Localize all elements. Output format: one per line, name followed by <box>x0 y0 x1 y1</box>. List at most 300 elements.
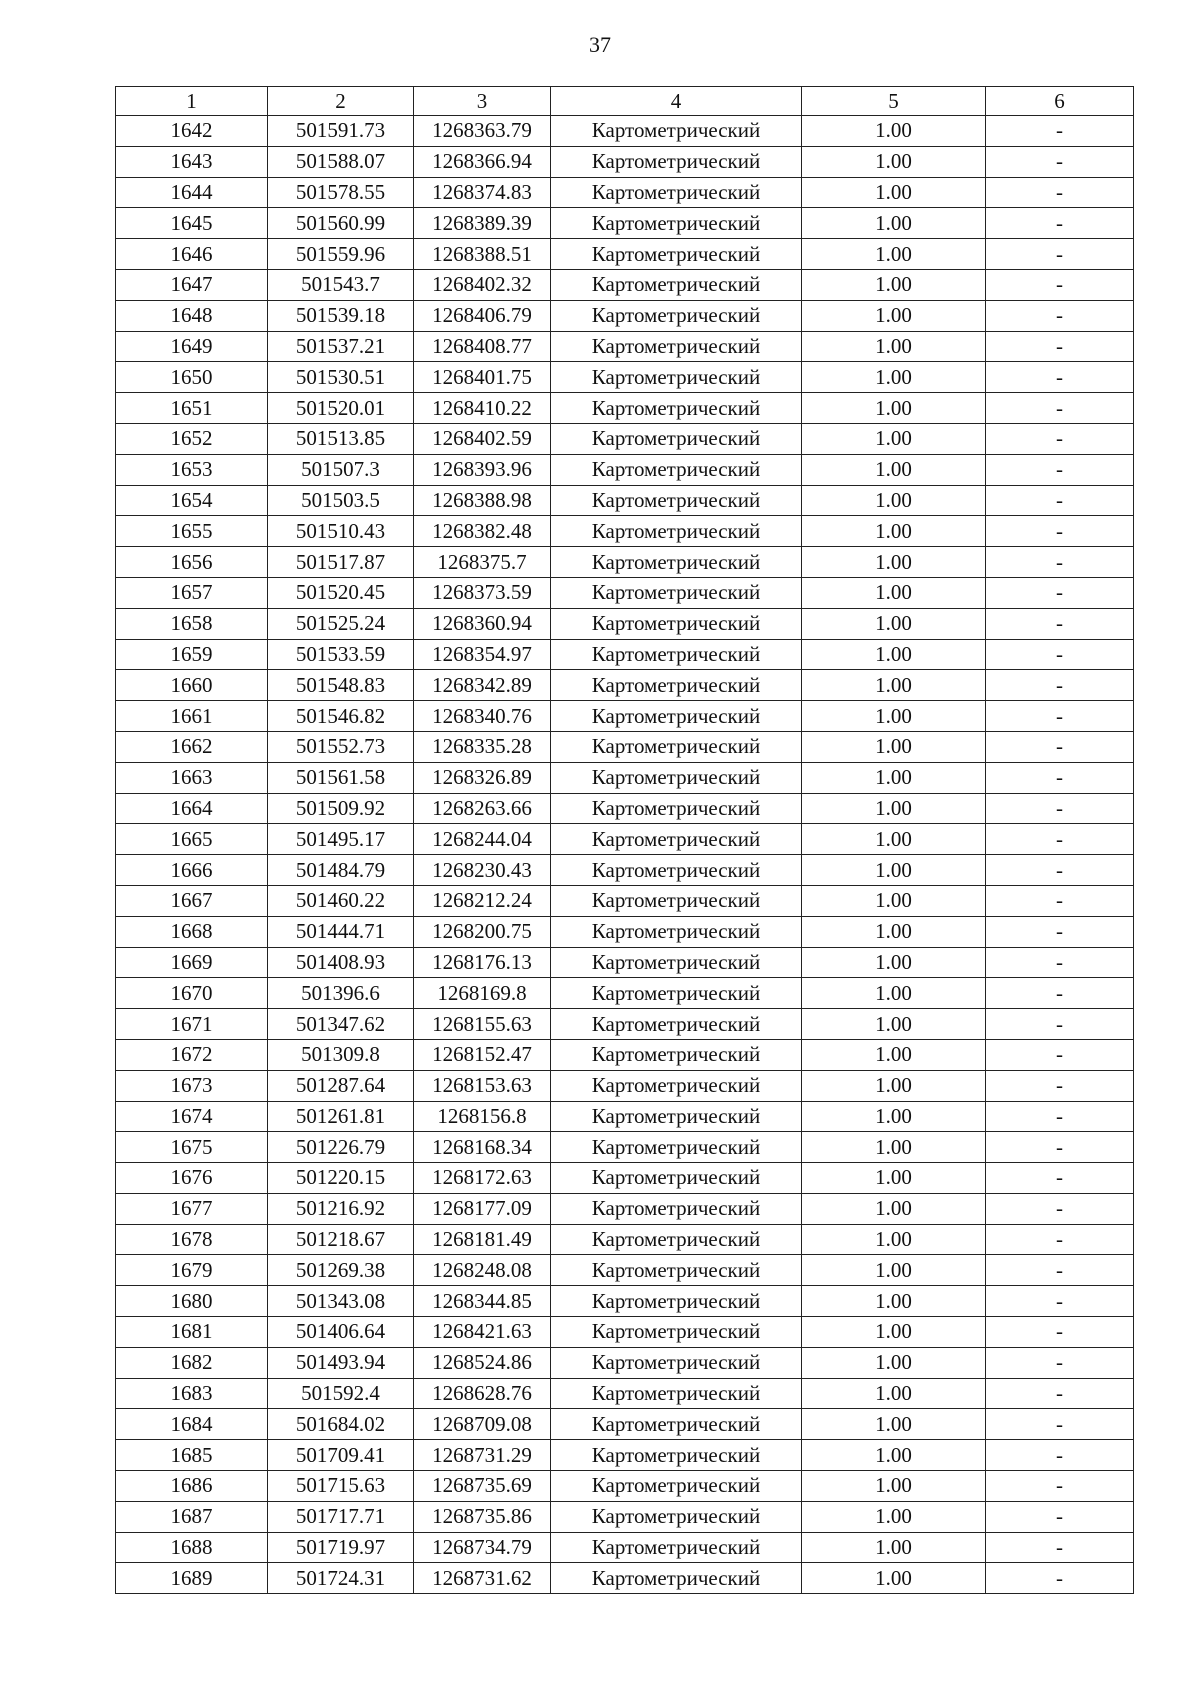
accuracy-cell: 1.00 <box>802 701 986 732</box>
method-cell: Картометрический <box>551 855 802 886</box>
method-cell: Картометрический <box>551 208 802 239</box>
x-coordinate-cell: 501591.73 <box>268 116 414 147</box>
note-cell: - <box>986 1286 1134 1317</box>
header-row <box>116 87 1134 116</box>
table-row <box>116 1440 1134 1471</box>
note-cell: - <box>986 701 1134 732</box>
table-row <box>116 208 1134 239</box>
accuracy-cell: 1.00 <box>802 516 986 547</box>
point-number-cell: 1648 <box>116 300 268 331</box>
x-coordinate-cell: 501517.87 <box>268 547 414 578</box>
table-row <box>116 1009 1134 1040</box>
table-row <box>116 1224 1134 1255</box>
y-coordinate-cell: 1268731.29 <box>414 1440 551 1471</box>
table-row <box>116 916 1134 947</box>
table-row <box>116 116 1134 147</box>
table-row <box>116 1501 1134 1532</box>
note-cell: - <box>986 1224 1134 1255</box>
method-cell: Картометрический <box>551 423 802 454</box>
x-coordinate-cell: 501592.4 <box>268 1378 414 1409</box>
table-row <box>116 577 1134 608</box>
point-number-cell: 1667 <box>116 885 268 916</box>
point-number-cell: 1660 <box>116 670 268 701</box>
point-number-cell: 1682 <box>116 1347 268 1378</box>
point-number-cell: 1673 <box>116 1070 268 1101</box>
note-cell: - <box>986 362 1134 393</box>
table-row <box>116 1132 1134 1163</box>
table-row <box>116 701 1134 732</box>
method-cell: Картометрический <box>551 1378 802 1409</box>
note-cell: - <box>986 208 1134 239</box>
table-row <box>116 731 1134 762</box>
table-row <box>116 639 1134 670</box>
method-cell: Картометрический <box>551 1317 802 1348</box>
table-row <box>116 146 1134 177</box>
method-cell: Картометрический <box>551 177 802 208</box>
point-number-cell: 1664 <box>116 793 268 824</box>
point-number-cell: 1678 <box>116 1224 268 1255</box>
x-coordinate-cell: 501406.64 <box>268 1317 414 1348</box>
y-coordinate-cell: 1268401.75 <box>414 362 551 393</box>
y-coordinate-cell: 1268181.49 <box>414 1224 551 1255</box>
accuracy-cell: 1.00 <box>802 1101 986 1132</box>
table-row <box>116 1563 1134 1594</box>
method-cell: Картометрический <box>551 300 802 331</box>
point-number-cell: 1675 <box>116 1132 268 1163</box>
note-cell: - <box>986 916 1134 947</box>
note-cell: - <box>986 1471 1134 1502</box>
accuracy-cell: 1.00 <box>802 362 986 393</box>
x-coordinate-cell: 501507.3 <box>268 454 414 485</box>
note-cell: - <box>986 762 1134 793</box>
x-coordinate-cell: 501309.8 <box>268 1039 414 1070</box>
table-row <box>116 1255 1134 1286</box>
method-cell: Картометрический <box>551 978 802 1009</box>
table-row <box>116 1378 1134 1409</box>
coordinates-table <box>115 86 1134 1594</box>
accuracy-cell: 1.00 <box>802 1009 986 1040</box>
x-coordinate-cell: 501460.22 <box>268 885 414 916</box>
x-coordinate-cell: 501484.79 <box>268 855 414 886</box>
x-coordinate-cell: 501493.94 <box>268 1347 414 1378</box>
column-header: 1 <box>116 87 268 116</box>
method-cell: Картометрический <box>551 1532 802 1563</box>
point-number-cell: 1669 <box>116 947 268 978</box>
accuracy-cell: 1.00 <box>802 1132 986 1163</box>
x-coordinate-cell: 501226.79 <box>268 1132 414 1163</box>
note-cell: - <box>986 1101 1134 1132</box>
table-row <box>116 331 1134 362</box>
method-cell: Картометрический <box>551 331 802 362</box>
table-row <box>116 393 1134 424</box>
point-number-cell: 1681 <box>116 1317 268 1348</box>
y-coordinate-cell: 1268177.09 <box>414 1193 551 1224</box>
note-cell: - <box>986 1501 1134 1532</box>
point-number-cell: 1676 <box>116 1163 268 1194</box>
note-cell: - <box>986 547 1134 578</box>
method-cell: Картометрический <box>551 1224 802 1255</box>
y-coordinate-cell: 1268382.48 <box>414 516 551 547</box>
method-cell: Картометрический <box>551 1009 802 1040</box>
note-cell: - <box>986 300 1134 331</box>
note-cell: - <box>986 670 1134 701</box>
accuracy-cell: 1.00 <box>802 1224 986 1255</box>
x-coordinate-cell: 501552.73 <box>268 731 414 762</box>
point-number-cell: 1646 <box>116 239 268 270</box>
x-coordinate-cell: 501220.15 <box>268 1163 414 1194</box>
method-cell: Картометрический <box>551 608 802 639</box>
note-cell: - <box>986 454 1134 485</box>
method-cell: Картометрический <box>551 516 802 547</box>
column-header: 6 <box>986 87 1134 116</box>
y-coordinate-cell: 1268393.96 <box>414 454 551 485</box>
y-coordinate-cell: 1268153.63 <box>414 1070 551 1101</box>
table-row <box>116 608 1134 639</box>
accuracy-cell: 1.00 <box>802 731 986 762</box>
table-body <box>116 116 1134 1594</box>
method-cell: Картометрический <box>551 639 802 670</box>
table-row <box>116 670 1134 701</box>
point-number-cell: 1679 <box>116 1255 268 1286</box>
method-cell: Картометрический <box>551 1132 802 1163</box>
note-cell: - <box>986 1317 1134 1348</box>
x-coordinate-cell: 501561.58 <box>268 762 414 793</box>
accuracy-cell: 1.00 <box>802 1255 986 1286</box>
method-cell: Картометрический <box>551 1255 802 1286</box>
x-coordinate-cell: 501717.71 <box>268 1501 414 1532</box>
accuracy-cell: 1.00 <box>802 855 986 886</box>
method-cell: Картометрический <box>551 1347 802 1378</box>
x-coordinate-cell: 501510.43 <box>268 516 414 547</box>
method-cell: Картометрический <box>551 362 802 393</box>
y-coordinate-cell: 1268335.28 <box>414 731 551 762</box>
method-cell: Картометрический <box>551 731 802 762</box>
table-row <box>116 1471 1134 1502</box>
x-coordinate-cell: 501343.08 <box>268 1286 414 1317</box>
method-cell: Картометрический <box>551 916 802 947</box>
accuracy-cell: 1.00 <box>802 454 986 485</box>
table-row <box>116 855 1134 886</box>
accuracy-cell: 1.00 <box>802 639 986 670</box>
note-cell: - <box>986 1070 1134 1101</box>
column-header: 5 <box>802 87 986 116</box>
x-coordinate-cell: 501396.6 <box>268 978 414 1009</box>
point-number-cell: 1662 <box>116 731 268 762</box>
accuracy-cell: 1.00 <box>802 208 986 239</box>
method-cell: Картометрический <box>551 762 802 793</box>
accuracy-cell: 1.00 <box>802 146 986 177</box>
note-cell: - <box>986 1255 1134 1286</box>
method-cell: Картометрический <box>551 269 802 300</box>
y-coordinate-cell: 1268168.34 <box>414 1132 551 1163</box>
y-coordinate-cell: 1268731.62 <box>414 1563 551 1594</box>
y-coordinate-cell: 1268402.59 <box>414 423 551 454</box>
method-cell: Картометрический <box>551 146 802 177</box>
table-row <box>116 423 1134 454</box>
y-coordinate-cell: 1268363.79 <box>414 116 551 147</box>
method-cell: Картометрический <box>551 485 802 516</box>
point-number-cell: 1644 <box>116 177 268 208</box>
accuracy-cell: 1.00 <box>802 978 986 1009</box>
y-coordinate-cell: 1268156.8 <box>414 1101 551 1132</box>
method-cell: Картометрический <box>551 1409 802 1440</box>
x-coordinate-cell: 501539.18 <box>268 300 414 331</box>
accuracy-cell: 1.00 <box>802 300 986 331</box>
table-row <box>116 1163 1134 1194</box>
point-number-cell: 1654 <box>116 485 268 516</box>
x-coordinate-cell: 501559.96 <box>268 239 414 270</box>
x-coordinate-cell: 501509.92 <box>268 793 414 824</box>
y-coordinate-cell: 1268326.89 <box>414 762 551 793</box>
column-header: 4 <box>551 87 802 116</box>
table-row <box>116 1347 1134 1378</box>
y-coordinate-cell: 1268406.79 <box>414 300 551 331</box>
x-coordinate-cell: 501537.21 <box>268 331 414 362</box>
x-coordinate-cell: 501513.85 <box>268 423 414 454</box>
x-coordinate-cell: 501287.64 <box>268 1070 414 1101</box>
accuracy-cell: 1.00 <box>802 885 986 916</box>
note-cell: - <box>986 1532 1134 1563</box>
note-cell: - <box>986 1193 1134 1224</box>
point-number-cell: 1680 <box>116 1286 268 1317</box>
method-cell: Картометрический <box>551 577 802 608</box>
x-coordinate-cell: 501588.07 <box>268 146 414 177</box>
method-cell: Картометрический <box>551 1101 802 1132</box>
note-cell: - <box>986 885 1134 916</box>
point-number-cell: 1683 <box>116 1378 268 1409</box>
table-row <box>116 1070 1134 1101</box>
table-row <box>116 1409 1134 1440</box>
note-cell: - <box>986 393 1134 424</box>
point-number-cell: 1665 <box>116 824 268 855</box>
accuracy-cell: 1.00 <box>802 1378 986 1409</box>
method-cell: Картометрический <box>551 547 802 578</box>
x-coordinate-cell: 501724.31 <box>268 1563 414 1594</box>
y-coordinate-cell: 1268366.94 <box>414 146 551 177</box>
table-row <box>116 1039 1134 1070</box>
y-coordinate-cell: 1268172.63 <box>414 1163 551 1194</box>
note-cell: - <box>986 1347 1134 1378</box>
accuracy-cell: 1.00 <box>802 393 986 424</box>
method-cell: Картометрический <box>551 239 802 270</box>
note-cell: - <box>986 1009 1134 1040</box>
point-number-cell: 1647 <box>116 269 268 300</box>
note-cell: - <box>986 793 1134 824</box>
y-coordinate-cell: 1268176.13 <box>414 947 551 978</box>
page-number: 37 <box>589 32 611 57</box>
x-coordinate-cell: 501709.41 <box>268 1440 414 1471</box>
method-cell: Картометрический <box>551 947 802 978</box>
point-number-cell: 1666 <box>116 855 268 886</box>
y-coordinate-cell: 1268248.08 <box>414 1255 551 1286</box>
y-coordinate-cell: 1268263.66 <box>414 793 551 824</box>
point-number-cell: 1651 <box>116 393 268 424</box>
x-coordinate-cell: 501533.59 <box>268 639 414 670</box>
x-coordinate-cell: 501543.7 <box>268 269 414 300</box>
method-cell: Картометрический <box>551 1039 802 1070</box>
accuracy-cell: 1.00 <box>802 1563 986 1594</box>
table-row <box>116 516 1134 547</box>
accuracy-cell: 1.00 <box>802 423 986 454</box>
x-coordinate-cell: 501261.81 <box>268 1101 414 1132</box>
table-row <box>116 485 1134 516</box>
accuracy-cell: 1.00 <box>802 916 986 947</box>
table-row <box>116 239 1134 270</box>
y-coordinate-cell: 1268408.77 <box>414 331 551 362</box>
note-cell: - <box>986 516 1134 547</box>
note-cell: - <box>986 608 1134 639</box>
y-coordinate-cell: 1268340.76 <box>414 701 551 732</box>
y-coordinate-cell: 1268402.32 <box>414 269 551 300</box>
point-number-cell: 1677 <box>116 1193 268 1224</box>
x-coordinate-cell: 501218.67 <box>268 1224 414 1255</box>
method-cell: Картометрический <box>551 824 802 855</box>
point-number-cell: 1663 <box>116 762 268 793</box>
x-coordinate-cell: 501495.17 <box>268 824 414 855</box>
point-number-cell: 1659 <box>116 639 268 670</box>
note-cell: - <box>986 947 1134 978</box>
y-coordinate-cell: 1268374.83 <box>414 177 551 208</box>
x-coordinate-cell: 501719.97 <box>268 1532 414 1563</box>
table-row <box>116 362 1134 393</box>
point-number-cell: 1684 <box>116 1409 268 1440</box>
accuracy-cell: 1.00 <box>802 485 986 516</box>
method-cell: Картометрический <box>551 1286 802 1317</box>
accuracy-cell: 1.00 <box>802 1501 986 1532</box>
x-coordinate-cell: 501520.45 <box>268 577 414 608</box>
x-coordinate-cell: 501578.55 <box>268 177 414 208</box>
note-cell: - <box>986 269 1134 300</box>
column-header: 2 <box>268 87 414 116</box>
y-coordinate-cell: 1268230.43 <box>414 855 551 886</box>
method-cell: Картометрический <box>551 670 802 701</box>
table-row <box>116 177 1134 208</box>
accuracy-cell: 1.00 <box>802 1440 986 1471</box>
accuracy-cell: 1.00 <box>802 793 986 824</box>
table-row <box>116 269 1134 300</box>
method-cell: Картометрический <box>551 393 802 424</box>
note-cell: - <box>986 239 1134 270</box>
y-coordinate-cell: 1268152.47 <box>414 1039 551 1070</box>
note-cell: - <box>986 1163 1134 1194</box>
y-coordinate-cell: 1268735.86 <box>414 1501 551 1532</box>
point-number-cell: 1643 <box>116 146 268 177</box>
y-coordinate-cell: 1268244.04 <box>414 824 551 855</box>
note-cell: - <box>986 1409 1134 1440</box>
table-row <box>116 454 1134 485</box>
table-row <box>116 885 1134 916</box>
note-cell: - <box>986 1039 1134 1070</box>
table-row <box>116 793 1134 824</box>
note-cell: - <box>986 855 1134 886</box>
x-coordinate-cell: 501560.99 <box>268 208 414 239</box>
x-coordinate-cell: 501715.63 <box>268 1471 414 1502</box>
note-cell: - <box>986 1132 1134 1163</box>
accuracy-cell: 1.00 <box>802 577 986 608</box>
note-cell: - <box>986 824 1134 855</box>
table-row <box>116 824 1134 855</box>
note-cell: - <box>986 485 1134 516</box>
point-number-cell: 1668 <box>116 916 268 947</box>
accuracy-cell: 1.00 <box>802 670 986 701</box>
table-row <box>116 1286 1134 1317</box>
x-coordinate-cell: 501347.62 <box>268 1009 414 1040</box>
accuracy-cell: 1.00 <box>802 947 986 978</box>
y-coordinate-cell: 1268389.39 <box>414 208 551 239</box>
note-cell: - <box>986 146 1134 177</box>
accuracy-cell: 1.00 <box>802 1347 986 1378</box>
point-number-cell: 1661 <box>116 701 268 732</box>
x-coordinate-cell: 501684.02 <box>268 1409 414 1440</box>
y-coordinate-cell: 1268373.59 <box>414 577 551 608</box>
note-cell: - <box>986 423 1134 454</box>
y-coordinate-cell: 1268524.86 <box>414 1347 551 1378</box>
y-coordinate-cell: 1268354.97 <box>414 639 551 670</box>
point-number-cell: 1653 <box>116 454 268 485</box>
y-coordinate-cell: 1268375.7 <box>414 547 551 578</box>
accuracy-cell: 1.00 <box>802 1163 986 1194</box>
accuracy-cell: 1.00 <box>802 1193 986 1224</box>
note-cell: - <box>986 1440 1134 1471</box>
y-coordinate-cell: 1268360.94 <box>414 608 551 639</box>
table-row <box>116 1101 1134 1132</box>
accuracy-cell: 1.00 <box>802 1532 986 1563</box>
method-cell: Картометрический <box>551 454 802 485</box>
method-cell: Картометрический <box>551 1501 802 1532</box>
method-cell: Картометрический <box>551 1563 802 1594</box>
accuracy-cell: 1.00 <box>802 331 986 362</box>
table-row <box>116 1193 1134 1224</box>
point-number-cell: 1689 <box>116 1563 268 1594</box>
y-coordinate-cell: 1268344.85 <box>414 1286 551 1317</box>
x-coordinate-cell: 501546.82 <box>268 701 414 732</box>
method-cell: Картометрический <box>551 1070 802 1101</box>
table-row <box>116 947 1134 978</box>
accuracy-cell: 1.00 <box>802 177 986 208</box>
x-coordinate-cell: 501216.92 <box>268 1193 414 1224</box>
y-coordinate-cell: 1268734.79 <box>414 1532 551 1563</box>
table-row <box>116 762 1134 793</box>
x-coordinate-cell: 501408.93 <box>268 947 414 978</box>
note-cell: - <box>986 1378 1134 1409</box>
method-cell: Картометрический <box>551 701 802 732</box>
point-number-cell: 1674 <box>116 1101 268 1132</box>
y-coordinate-cell: 1268200.75 <box>414 916 551 947</box>
method-cell: Картометрический <box>551 1163 802 1194</box>
method-cell: Картометрический <box>551 885 802 916</box>
note-cell: - <box>986 978 1134 1009</box>
accuracy-cell: 1.00 <box>802 1317 986 1348</box>
y-coordinate-cell: 1268342.89 <box>414 670 551 701</box>
accuracy-cell: 1.00 <box>802 608 986 639</box>
accuracy-cell: 1.00 <box>802 239 986 270</box>
y-coordinate-cell: 1268169.8 <box>414 978 551 1009</box>
note-cell: - <box>986 177 1134 208</box>
point-number-cell: 1685 <box>116 1440 268 1471</box>
note-cell: - <box>986 731 1134 762</box>
y-coordinate-cell: 1268212.24 <box>414 885 551 916</box>
point-number-cell: 1652 <box>116 423 268 454</box>
point-number-cell: 1686 <box>116 1471 268 1502</box>
y-coordinate-cell: 1268709.08 <box>414 1409 551 1440</box>
x-coordinate-cell: 501503.5 <box>268 485 414 516</box>
y-coordinate-cell: 1268155.63 <box>414 1009 551 1040</box>
accuracy-cell: 1.00 <box>802 1039 986 1070</box>
accuracy-cell: 1.00 <box>802 824 986 855</box>
accuracy-cell: 1.00 <box>802 547 986 578</box>
accuracy-cell: 1.00 <box>802 1471 986 1502</box>
point-number-cell: 1656 <box>116 547 268 578</box>
